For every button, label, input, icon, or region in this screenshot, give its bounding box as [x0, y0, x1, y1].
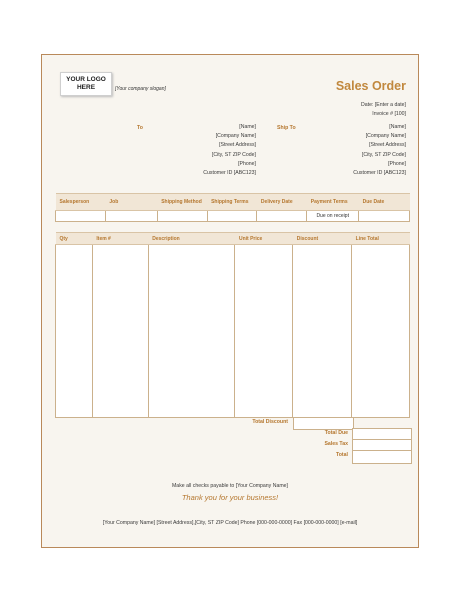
item-number-column[interactable] [92, 245, 148, 418]
company-contact-line: [Your Company Name] [Street Address],[City, ST ZIP Code] Phone [000-000-0000] Fax [000-000-0000] [e-mail] [102, 520, 358, 526]
delivery-date-cell[interactable] [257, 211, 307, 222]
shipping-terms-header: Shipping Terms [207, 194, 257, 211]
logo-line-1: YOUR LOGO [66, 76, 106, 83]
total-label: Total [335, 452, 348, 458]
line-items-table [55, 232, 410, 418]
to-address-block [172, 123, 256, 178]
job-cell[interactable] [105, 211, 157, 222]
to-company: [Company Name] [215, 133, 256, 140]
unit-price-column[interactable] [235, 245, 293, 418]
to-street: [Street Address] [219, 142, 256, 149]
delivery-date-header: Delivery Date [257, 194, 307, 211]
due-date-header: Due Date [359, 194, 410, 211]
total-value[interactable] [352, 450, 412, 464]
job-header: Job [105, 194, 157, 211]
discount-header: Discount [293, 233, 352, 245]
item-number-header: Item # [92, 233, 148, 245]
ship-to-city: [City, ST ZIP Code] [361, 151, 406, 158]
unit-price-header: Unit Price [235, 233, 293, 245]
shipping-method-header: Shipping Method [157, 194, 207, 211]
shipping-info-table [55, 193, 410, 222]
total-discount-value[interactable] [293, 417, 354, 430]
order-date: Date: [Enter a date] [361, 102, 406, 108]
line-total-column[interactable] [352, 245, 410, 418]
sales-order-page [41, 54, 419, 548]
salesperson-header: Salesperson [56, 194, 106, 211]
total-discount-label: Total Discount [252, 419, 288, 425]
to-customer-id: Customer ID [ABC123] [203, 170, 256, 177]
ship-to-address-block [322, 123, 406, 178]
company-slogan: [Your company slogan] [115, 86, 166, 92]
checks-payable-note: Make all checks payable to [Your Company Name] [171, 483, 288, 489]
discount-column[interactable] [293, 245, 352, 418]
ship-to-company: [Company Name] [365, 133, 406, 140]
shipping-header-row [56, 194, 410, 211]
thank-you-message: Thank you for your business! [181, 493, 279, 502]
shipping-terms-cell[interactable] [207, 211, 257, 222]
total-due-label: Total Due [324, 430, 348, 436]
payment-terms-header: Payment Terms [307, 194, 359, 211]
shipping-method-cell[interactable] [157, 211, 207, 222]
page-title: Sales Order [335, 79, 406, 93]
shipping-value-row [56, 211, 410, 222]
to-phone: [Phone] [238, 160, 256, 167]
line-total-header: Line Total [352, 233, 410, 245]
ship-to-street: [Street Address] [369, 142, 406, 149]
description-header: Description [148, 233, 235, 245]
ship-to-customer-id: Customer ID [ABC123] [353, 170, 406, 177]
description-column[interactable] [148, 245, 235, 418]
sales-tax-label: Sales Tax [324, 441, 348, 447]
items-header-row [56, 233, 410, 245]
company-logo [60, 72, 112, 96]
qty-header: Qty [56, 233, 93, 245]
qty-column[interactable] [56, 245, 93, 418]
salesperson-cell[interactable] [56, 211, 106, 222]
ship-to-phone: [Phone] [388, 160, 406, 167]
to-name: [Name] [239, 124, 256, 130]
invoice-number: Invoice # [100] [372, 111, 406, 117]
logo-line-2: HERE [76, 84, 96, 91]
ship-to-label: Ship To [277, 125, 296, 131]
to-label: To [137, 125, 143, 131]
due-date-cell[interactable] [359, 211, 410, 222]
ship-to-name: [Name] [389, 124, 406, 130]
payment-terms-cell[interactable]: Due on receipt [307, 211, 359, 222]
items-body-row [56, 245, 410, 418]
to-city: [City, ST ZIP Code] [211, 151, 256, 158]
